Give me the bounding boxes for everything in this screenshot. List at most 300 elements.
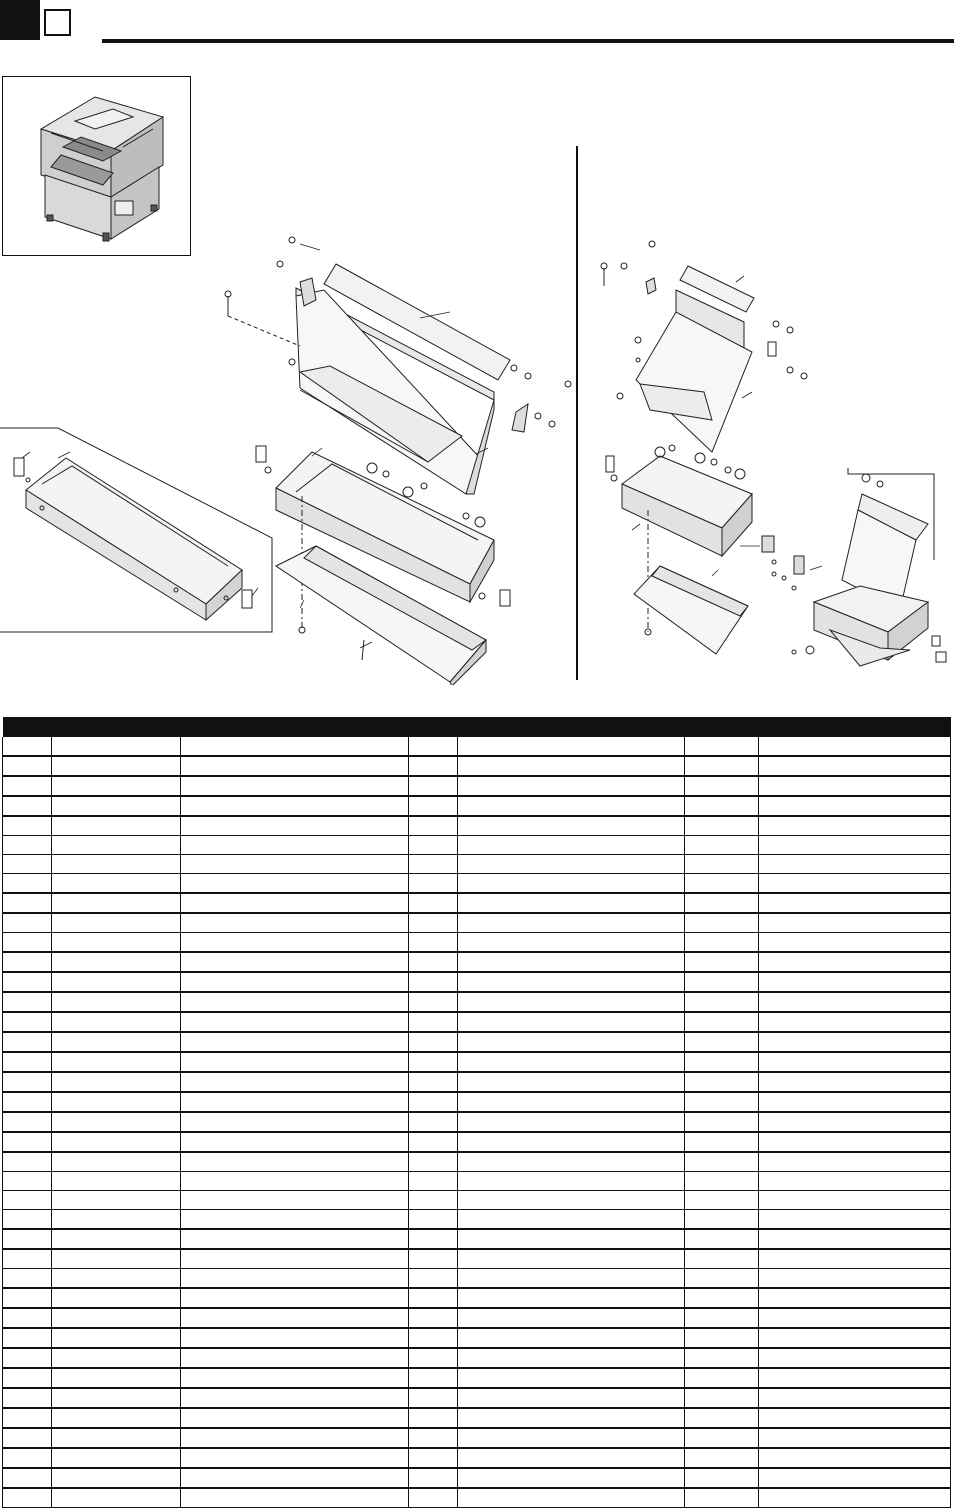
table-cell [52, 1132, 181, 1152]
table-cell [3, 1092, 52, 1112]
table-cell [52, 1308, 181, 1328]
table-cell [181, 1210, 409, 1230]
table-cell [52, 1152, 181, 1172]
table-row [3, 1428, 951, 1448]
table-cell [52, 1269, 181, 1289]
table-cell [685, 796, 759, 816]
table-cell [759, 836, 951, 855]
table-cell [409, 1348, 458, 1368]
table-cell [3, 1012, 52, 1032]
table-cell [52, 1388, 181, 1408]
table-cell [759, 1032, 951, 1052]
table-cell [409, 1428, 458, 1448]
table-cell [458, 1249, 685, 1269]
table-cell [409, 1191, 458, 1210]
table-cell [409, 1052, 458, 1072]
table-row [3, 972, 951, 992]
table-cell [458, 737, 685, 756]
table-cell [409, 1172, 458, 1191]
table-cell [458, 992, 685, 1012]
table-cell [458, 1328, 685, 1348]
col-header-spec [458, 717, 685, 737]
table-row [3, 992, 951, 1012]
table-row [3, 1152, 951, 1172]
table-cell [685, 1348, 759, 1368]
table-row [3, 1032, 951, 1052]
table-cell [409, 1408, 458, 1428]
table-cell [181, 737, 409, 756]
table-row [3, 1052, 951, 1072]
table-row [3, 776, 951, 796]
table-cell [3, 855, 52, 874]
table-cell [685, 1072, 759, 1092]
table-cell [3, 1152, 52, 1172]
table-cell [181, 776, 409, 796]
table-cell [458, 1269, 685, 1289]
exploded-parts-diagram [0, 140, 954, 685]
table-cell [759, 1328, 951, 1348]
table-cell [181, 952, 409, 972]
table-cell [3, 1388, 52, 1408]
table-cell [52, 737, 181, 756]
table-row [3, 1308, 951, 1328]
table-cell [3, 1191, 52, 1210]
table-cell [409, 933, 458, 953]
table-cell [3, 1368, 52, 1388]
table-cell [181, 913, 409, 933]
table-row [3, 836, 951, 855]
table-cell [52, 1229, 181, 1249]
table-cell [409, 952, 458, 972]
table-cell [52, 1172, 181, 1191]
table-cell [3, 1328, 52, 1348]
table-cell [458, 893, 685, 913]
table-row [3, 1288, 951, 1308]
table-cell [52, 1012, 181, 1032]
table-cell [3, 1408, 52, 1428]
table-cell [52, 1408, 181, 1428]
table-cell [409, 1328, 458, 1348]
table-cell [759, 756, 951, 776]
table-cell [181, 1052, 409, 1072]
table-cell [181, 972, 409, 992]
table-cell [759, 776, 951, 796]
table-cell [52, 1288, 181, 1308]
table-cell [759, 1229, 951, 1249]
table-cell [409, 855, 458, 874]
table-cell [181, 1172, 409, 1191]
table-cell [409, 1488, 458, 1508]
table-cell [685, 992, 759, 1012]
table-cell [181, 992, 409, 1012]
table-cell [52, 992, 181, 1012]
table-cell [181, 796, 409, 816]
table-cell [409, 1448, 458, 1468]
table-cell [52, 1032, 181, 1052]
table-row [3, 1132, 951, 1152]
table-cell [759, 933, 951, 953]
table-cell [458, 756, 685, 776]
table-cell [3, 874, 52, 894]
table-cell [52, 1468, 181, 1488]
table-cell [3, 1308, 52, 1328]
table-cell [458, 1072, 685, 1092]
table-cell [759, 1368, 951, 1388]
table-cell [685, 1468, 759, 1488]
table-cell [409, 1288, 458, 1308]
table-cell [685, 1388, 759, 1408]
table-cell [759, 796, 951, 816]
table-cell [409, 1132, 458, 1152]
table-cell [685, 1428, 759, 1448]
table-cell [409, 1012, 458, 1032]
table-cell [3, 1172, 52, 1191]
table-row [3, 796, 951, 816]
table-cell [181, 1428, 409, 1448]
table-cell [409, 992, 458, 1012]
table-cell [3, 933, 52, 953]
diagram-divider [576, 146, 578, 680]
table-cell [458, 1052, 685, 1072]
table-cell [52, 893, 181, 913]
table-cell [458, 913, 685, 933]
table-cell [52, 1210, 181, 1230]
table-cell [458, 855, 685, 874]
col-header-remarks [759, 717, 951, 737]
table-row [3, 1269, 951, 1289]
table-cell [685, 1488, 759, 1508]
table-cell [685, 972, 759, 992]
table-cell [759, 1448, 951, 1468]
table-cell [759, 1388, 951, 1408]
table-cell [458, 776, 685, 796]
table-row [3, 1448, 951, 1468]
table-cell [685, 913, 759, 933]
table-cell [52, 913, 181, 933]
table-cell [409, 1468, 458, 1488]
section-tab-box [44, 9, 71, 36]
table-cell [3, 1052, 52, 1072]
table-cell [181, 855, 409, 874]
table-cell [685, 776, 759, 796]
table-cell [181, 1012, 409, 1032]
table-cell [759, 1288, 951, 1308]
table-cell [409, 737, 458, 756]
col-header-qty [409, 717, 458, 737]
table-row [3, 1348, 951, 1368]
table-row [3, 933, 951, 953]
table-cell [3, 1348, 52, 1368]
table-cell [409, 1072, 458, 1092]
table-cell [3, 796, 52, 816]
table-cell [181, 1249, 409, 1269]
table-row [3, 1408, 951, 1428]
table-cell [685, 1112, 759, 1132]
table-cell [52, 952, 181, 972]
table-cell [3, 1072, 52, 1092]
table-cell [3, 836, 52, 855]
table-cell [3, 1448, 52, 1468]
table-cell [52, 1488, 181, 1508]
header-rule [102, 39, 954, 43]
table-cell [759, 1308, 951, 1328]
table-row [3, 1210, 951, 1230]
table-cell [409, 1229, 458, 1249]
table-cell [409, 913, 458, 933]
table-cell [3, 1249, 52, 1269]
table-row [3, 893, 951, 913]
table-cell [458, 1428, 685, 1448]
col-header-part-number [52, 717, 181, 737]
table-cell [181, 836, 409, 855]
table-cell [458, 1348, 685, 1368]
table-cell [759, 816, 951, 836]
table-cell [52, 1448, 181, 1468]
table-cell [3, 952, 52, 972]
table-cell [759, 1269, 951, 1289]
table-cell [181, 1388, 409, 1408]
table-cell [409, 972, 458, 992]
table-cell [181, 1132, 409, 1152]
table-cell [3, 972, 52, 992]
table-cell [759, 1468, 951, 1488]
table-cell [3, 776, 52, 796]
table-cell [409, 836, 458, 855]
table-cell [52, 1328, 181, 1348]
table-cell [685, 933, 759, 953]
table-cell [759, 1132, 951, 1152]
table-row [3, 1072, 951, 1092]
table-cell [685, 737, 759, 756]
table-row [3, 952, 951, 972]
table-cell [409, 1152, 458, 1172]
table-cell [409, 1210, 458, 1230]
table-cell [409, 776, 458, 796]
table-cell [685, 1288, 759, 1308]
table-cell [52, 1052, 181, 1072]
table-cell [458, 1012, 685, 1032]
table-cell [52, 1428, 181, 1448]
table-cell [181, 933, 409, 953]
table-row [3, 1191, 951, 1210]
table-cell [685, 893, 759, 913]
table-row [3, 1229, 951, 1249]
table-row [3, 816, 951, 836]
table-cell [181, 1032, 409, 1052]
table-cell [409, 1092, 458, 1112]
table-cell [52, 816, 181, 836]
table-cell [181, 1072, 409, 1092]
table-cell [458, 1388, 685, 1408]
table-cell [181, 893, 409, 913]
table-cell [181, 1112, 409, 1132]
table-cell [52, 874, 181, 894]
parts-list-table [2, 717, 951, 1508]
table-cell [685, 836, 759, 855]
table-cell [409, 1388, 458, 1408]
table-cell [3, 992, 52, 1012]
table-cell [685, 1368, 759, 1388]
table-cell [458, 1468, 685, 1488]
table-cell [458, 1210, 685, 1230]
table-row [3, 913, 951, 933]
table-cell [685, 1328, 759, 1348]
table-cell [458, 796, 685, 816]
table-cell [685, 1152, 759, 1172]
table-cell [458, 952, 685, 972]
table-cell [458, 1112, 685, 1132]
table-cell [409, 893, 458, 913]
table-cell [759, 913, 951, 933]
table-row [3, 1249, 951, 1269]
table-cell [685, 1092, 759, 1112]
parts-table-header [3, 717, 951, 737]
table-row [3, 1368, 951, 1388]
table-cell [181, 1348, 409, 1368]
table-cell [3, 1229, 52, 1249]
table-row [3, 756, 951, 776]
table-cell [3, 1428, 52, 1448]
table-cell [759, 1191, 951, 1210]
table-cell [685, 1408, 759, 1428]
table-cell [3, 1468, 52, 1488]
table-cell [759, 1210, 951, 1230]
exploded-parts-drawing [0, 140, 954, 685]
table-cell [759, 893, 951, 913]
table-cell [685, 1052, 759, 1072]
table-cell [3, 913, 52, 933]
table-cell [3, 1269, 52, 1289]
table-cell [685, 1210, 759, 1230]
table-cell [458, 1308, 685, 1328]
table-cell [409, 1269, 458, 1289]
table-cell [759, 992, 951, 1012]
table-row [3, 1112, 951, 1132]
table-row [3, 1388, 951, 1408]
table-row [3, 1172, 951, 1191]
table-cell [181, 1328, 409, 1348]
table-cell [409, 1112, 458, 1132]
table-row [3, 737, 951, 756]
table-cell [759, 1428, 951, 1448]
table-cell [409, 796, 458, 816]
table-cell [685, 855, 759, 874]
table-cell [458, 1032, 685, 1052]
table-cell [759, 952, 951, 972]
table-cell [759, 1052, 951, 1072]
table-row [3, 874, 951, 894]
table-cell [52, 1191, 181, 1210]
table-cell [181, 1092, 409, 1112]
table-cell [52, 1368, 181, 1388]
table-cell [759, 1072, 951, 1092]
table-cell [759, 874, 951, 894]
table-cell [458, 933, 685, 953]
table-cell [409, 1032, 458, 1052]
table-row [3, 1092, 951, 1112]
table-cell [759, 1112, 951, 1132]
table-cell [181, 1288, 409, 1308]
table-cell [409, 816, 458, 836]
table-row [3, 855, 951, 874]
table-cell [3, 893, 52, 913]
table-row [3, 1488, 951, 1508]
table-cell [759, 1488, 951, 1508]
table-cell [52, 933, 181, 953]
table-cell [685, 1269, 759, 1289]
table-cell [685, 1448, 759, 1468]
table-cell [409, 756, 458, 776]
table-cell [759, 1348, 951, 1368]
table-cell [759, 1152, 951, 1172]
table-cell [685, 1308, 759, 1328]
table-cell [52, 1092, 181, 1112]
table-cell [181, 1448, 409, 1468]
table-cell [685, 1229, 759, 1249]
table-cell [458, 1288, 685, 1308]
table-cell [685, 1191, 759, 1210]
table-cell [458, 836, 685, 855]
table-cell [685, 1132, 759, 1152]
table-cell [52, 1348, 181, 1368]
table-cell [458, 1132, 685, 1152]
table-cell [685, 1172, 759, 1191]
table-cell [3, 1132, 52, 1152]
table-cell [759, 972, 951, 992]
table-cell [458, 1408, 685, 1428]
table-cell [181, 874, 409, 894]
table-cell [685, 952, 759, 972]
table-cell [181, 1229, 409, 1249]
table-cell [685, 756, 759, 776]
table-cell [685, 1249, 759, 1269]
table-cell [759, 1249, 951, 1269]
table-cell [458, 1368, 685, 1388]
table-cell [181, 1308, 409, 1328]
table-cell [759, 855, 951, 874]
table-cell [409, 1368, 458, 1388]
table-cell [181, 816, 409, 836]
table-cell [409, 1249, 458, 1269]
table-cell [685, 1032, 759, 1052]
table-cell [3, 756, 52, 776]
table-cell [3, 816, 52, 836]
table-cell [458, 1172, 685, 1191]
table-cell [3, 1488, 52, 1508]
table-cell [458, 1488, 685, 1508]
table-cell [181, 1152, 409, 1172]
table-cell [52, 855, 181, 874]
table-cell [458, 1191, 685, 1210]
table-cell [458, 1152, 685, 1172]
table-cell [181, 1468, 409, 1488]
table-cell [3, 737, 52, 756]
table-cell [181, 1408, 409, 1428]
table-cell [52, 836, 181, 855]
table-cell [458, 874, 685, 894]
table-cell [409, 1308, 458, 1328]
table-cell [52, 776, 181, 796]
table-cell [3, 1210, 52, 1230]
table-row [3, 1468, 951, 1488]
table-cell [458, 1448, 685, 1468]
table-cell [52, 1249, 181, 1269]
table-row [3, 1328, 951, 1348]
table-cell [181, 1368, 409, 1388]
table-cell [52, 756, 181, 776]
table-cell [458, 1092, 685, 1112]
table-cell [458, 972, 685, 992]
